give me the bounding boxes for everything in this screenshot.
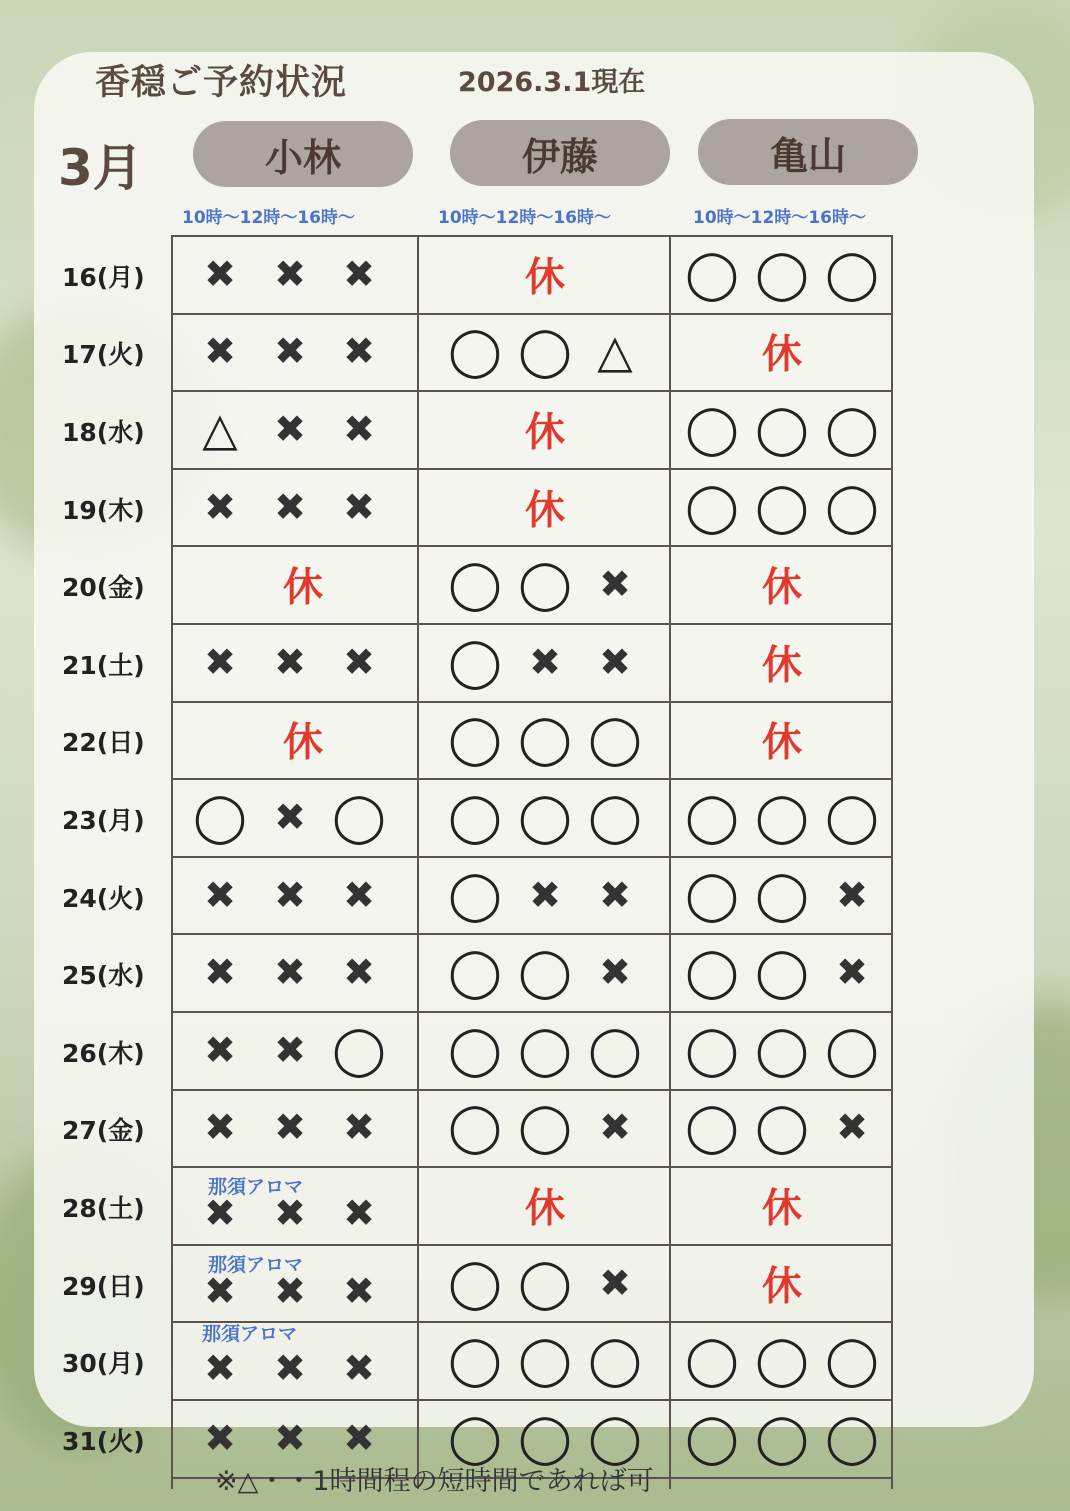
grid-line (171, 1244, 891, 1246)
booked-mark-kobayashi: ✖ (274, 1415, 306, 1460)
grid-line (669, 235, 671, 1489)
booked-mark-kobayashi: ✖ (343, 484, 375, 529)
booked-mark-kobayashi: ✖ (204, 872, 236, 917)
date-label: 18(水) (62, 418, 145, 447)
date-label: 24(火) (62, 883, 145, 913)
available-mark-kobayashi: ◯ (332, 1021, 386, 1078)
available-mark-ito: ◯ (448, 1332, 502, 1389)
grid-line (171, 856, 891, 858)
booked-mark-kobayashi: ✖ (343, 1346, 375, 1391)
available-mark-kameyama: ◯ (825, 478, 879, 535)
grid-line (171, 235, 891, 237)
available-mark-kameyama: ◯ (825, 1021, 879, 1078)
event-note: 那須アロマ (202, 1323, 298, 1346)
booked-mark-kobayashi: ✖ (274, 1346, 306, 1391)
booked-mark-kobayashi: ✖ (204, 329, 236, 374)
booked-mark-kobayashi: ✖ (274, 795, 306, 839)
available-mark-kameyama: ◯ (755, 866, 809, 923)
date-label: 25(水) (62, 961, 145, 991)
booked-mark-kobayashi: ✖ (274, 950, 306, 995)
available-mark-kameyama: ◯ (825, 1409, 879, 1466)
available-mark-kameyama: ◯ (685, 245, 739, 302)
available-mark-ito: ◯ (448, 711, 502, 768)
booked-mark-kobayashi: ✖ (274, 1268, 306, 1313)
booked-mark-ito: ✖ (529, 872, 561, 917)
grid-line (171, 1399, 891, 1401)
booked-mark-kobayashi: ✖ (274, 1027, 306, 1072)
closed-kameyama: 休 (762, 642, 802, 689)
booked-mark-ito: ✖ (599, 872, 631, 917)
month-label: 3月 (58, 139, 143, 197)
available-mark-ito: ◯ (518, 711, 572, 768)
booked-mark-kobayashi: ✖ (274, 251, 306, 296)
date-label: 19(木) (62, 495, 145, 525)
available-mark-kameyama: ◯ (755, 789, 809, 845)
time-header-kobayashi: 10時〜12時〜16時〜 (182, 208, 355, 228)
available-mark-kobayashi: ◯ (332, 789, 386, 845)
available-mark-ito: ◯ (448, 1409, 502, 1466)
booked-mark-kobayashi: ✖ (204, 1268, 236, 1313)
partial-mark-ito: △ (597, 324, 633, 379)
available-mark-ito: ◯ (518, 1021, 572, 1078)
available-mark-ito: ◯ (588, 1409, 642, 1466)
booked-mark-kobayashi: ✖ (274, 484, 306, 529)
booked-mark-ito: ✖ (599, 1260, 631, 1305)
available-mark-kameyama: ◯ (825, 789, 879, 845)
available-mark-kameyama: ◯ (685, 1021, 739, 1078)
booked-mark-kameyama: ✖ (836, 1105, 868, 1150)
closed-kobayashi: 休 (283, 564, 323, 611)
available-mark-ito: ◯ (518, 1409, 572, 1466)
grid-line (171, 1089, 891, 1091)
booked-mark-kobayashi: ✖ (343, 251, 375, 296)
time-header-kameyama: 10時〜12時〜16時〜 (693, 208, 866, 228)
date-label: 29(日) (62, 1271, 145, 1301)
booked-mark-kobayashi: ✖ (204, 484, 236, 529)
booked-mark-kobayashi: ✖ (204, 950, 236, 995)
available-mark-kameyama: ◯ (755, 1332, 809, 1389)
available-mark-ito: ◯ (588, 1021, 642, 1078)
closed-ito: 休 (525, 409, 565, 456)
grid-line (171, 235, 173, 1489)
grid-line (171, 623, 891, 625)
booked-mark-kobayashi: ✖ (274, 1191, 306, 1235)
grid-line (171, 1011, 891, 1013)
available-mark-ito: ◯ (588, 1332, 642, 1389)
available-mark-ito: ◯ (518, 944, 572, 1001)
closed-kameyama: 休 (762, 564, 802, 611)
booked-mark-kobayashi: ✖ (274, 329, 306, 374)
available-mark-kameyama: ◯ (755, 245, 809, 302)
available-mark-ito: ◯ (518, 323, 572, 380)
event-note: 那須アロマ (208, 1253, 304, 1276)
available-mark-kameyama: ◯ (755, 1409, 809, 1466)
grid-line (417, 235, 419, 1489)
grid-line (171, 1166, 891, 1168)
booked-mark-kobayashi: ✖ (204, 1346, 236, 1391)
grid-line (171, 701, 891, 703)
date-label: 16(月) (62, 262, 145, 292)
booked-mark-kobayashi: ✖ (343, 1415, 375, 1460)
booked-mark-ito: ✖ (599, 562, 631, 607)
staff-header-ito: 伊藤 (450, 120, 670, 186)
available-mark-ito: ◯ (518, 789, 572, 845)
available-mark-ito: ◯ (448, 633, 502, 690)
booked-mark-ito: ✖ (599, 1105, 631, 1150)
booked-mark-kameyama: ✖ (836, 950, 868, 995)
closed-kameyama: 休 (762, 331, 802, 378)
booked-mark-kobayashi: ✖ (343, 872, 375, 917)
available-mark-kameyama: ◯ (685, 478, 739, 535)
grid-line (171, 468, 891, 470)
date-label: 30(月) (62, 1349, 145, 1379)
booked-mark-kobayashi: ✖ (343, 1105, 375, 1150)
grid-line (171, 313, 891, 315)
available-mark-kameyama: ◯ (825, 1332, 879, 1389)
booked-mark-kobayashi: ✖ (343, 1191, 375, 1235)
available-mark-kameyama: ◯ (685, 944, 739, 1001)
footer-note: ※△・・1時間程の短時間であれば可 (215, 1466, 654, 1497)
booked-mark-kobayashi: ✖ (343, 1268, 375, 1313)
date-label: 23(月) (62, 806, 145, 835)
available-mark-ito: ◯ (518, 1099, 572, 1156)
available-mark-kameyama: ◯ (755, 1021, 809, 1078)
closed-kameyama: 休 (762, 1263, 802, 1310)
booked-mark-kobayashi: ✖ (274, 407, 306, 451)
grid-line (171, 933, 891, 935)
date-label: 28(土) (62, 1194, 145, 1223)
available-mark-kameyama: ◯ (685, 1099, 739, 1156)
available-mark-ito: ◯ (448, 323, 502, 380)
booked-mark-kobayashi: ✖ (343, 329, 375, 374)
available-mark-ito: ◯ (448, 1099, 502, 1156)
page-title: 香穏ご予約状況 (95, 63, 348, 103)
booked-mark-kobayashi: ✖ (274, 639, 306, 684)
date-label: 27(金) (62, 1116, 145, 1146)
staff-header-kameyama: 亀山 (698, 119, 918, 185)
event-note: 那須アロマ (208, 1176, 304, 1199)
date-label: 22(日) (62, 728, 145, 758)
grid-line (171, 778, 891, 780)
booked-mark-kobayashi: ✖ (204, 251, 236, 296)
date-label: 31(火) (62, 1426, 145, 1456)
available-mark-ito: ◯ (448, 789, 502, 845)
available-mark-kobayashi: ◯ (193, 789, 247, 845)
available-mark-kameyama: ◯ (685, 1332, 739, 1389)
as-of-date: 2026.3.1現在 (458, 67, 646, 98)
closed-ito: 休 (525, 254, 565, 301)
booked-mark-kobayashi: ✖ (343, 407, 375, 451)
closed-ito: 休 (525, 1185, 565, 1232)
available-mark-ito: ◯ (448, 1021, 502, 1078)
available-mark-kameyama: ◯ (755, 478, 809, 535)
closed-ito: 休 (525, 487, 565, 534)
available-mark-ito: ◯ (588, 789, 642, 845)
grid-line (171, 545, 891, 547)
available-mark-kameyama: ◯ (825, 401, 879, 457)
booked-mark-kobayashi: ✖ (204, 1027, 236, 1072)
booked-mark-kobayashi: ✖ (204, 1191, 236, 1235)
available-mark-kameyama: ◯ (685, 866, 739, 923)
booked-mark-ito: ✖ (599, 950, 631, 995)
booked-mark-kobayashi: ✖ (274, 872, 306, 917)
booked-mark-ito: ✖ (599, 639, 631, 684)
available-mark-kameyama: ◯ (685, 789, 739, 845)
date-label: 21(土) (62, 650, 145, 680)
available-mark-ito: ◯ (588, 711, 642, 768)
available-mark-kameyama: ◯ (755, 401, 809, 457)
available-mark-ito: ◯ (448, 866, 502, 923)
available-mark-ito: ◯ (448, 944, 502, 1001)
available-mark-kameyama: ◯ (685, 1409, 739, 1466)
available-mark-ito: ◯ (518, 1254, 572, 1311)
available-mark-kameyama: ◯ (685, 401, 739, 457)
staff-header-kobayashi: 小林 (193, 121, 413, 187)
available-mark-ito: ◯ (518, 556, 572, 613)
booked-mark-kobayashi: ✖ (274, 1105, 306, 1150)
grid-line (891, 235, 893, 1489)
date-label: 20(金) (62, 573, 145, 603)
time-header-ito: 10時〜12時〜16時〜 (438, 208, 611, 228)
available-mark-ito: ◯ (518, 1332, 572, 1389)
booked-mark-kobayashi: ✖ (204, 1105, 236, 1150)
booked-mark-kobayashi: ✖ (343, 950, 375, 995)
partial-mark-kobayashi: △ (202, 402, 238, 456)
closed-kameyama: 休 (762, 1185, 802, 1232)
available-mark-kameyama: ◯ (825, 245, 879, 302)
available-mark-kameyama: ◯ (755, 1099, 809, 1156)
available-mark-ito: ◯ (448, 556, 502, 613)
booked-mark-kobayashi: ✖ (204, 639, 236, 684)
closed-kameyama: 休 (762, 719, 802, 766)
date-label: 26(木) (62, 1038, 145, 1068)
booked-mark-kobayashi: ✖ (343, 639, 375, 684)
booked-mark-kobayashi: ✖ (204, 1415, 236, 1460)
booked-mark-kameyama: ✖ (836, 872, 868, 917)
available-mark-kameyama: ◯ (755, 944, 809, 1001)
booked-mark-ito: ✖ (529, 639, 561, 684)
grid-line (171, 390, 891, 392)
date-label: 17(火) (62, 340, 145, 370)
closed-kobayashi: 休 (283, 719, 323, 766)
available-mark-ito: ◯ (448, 1254, 502, 1311)
